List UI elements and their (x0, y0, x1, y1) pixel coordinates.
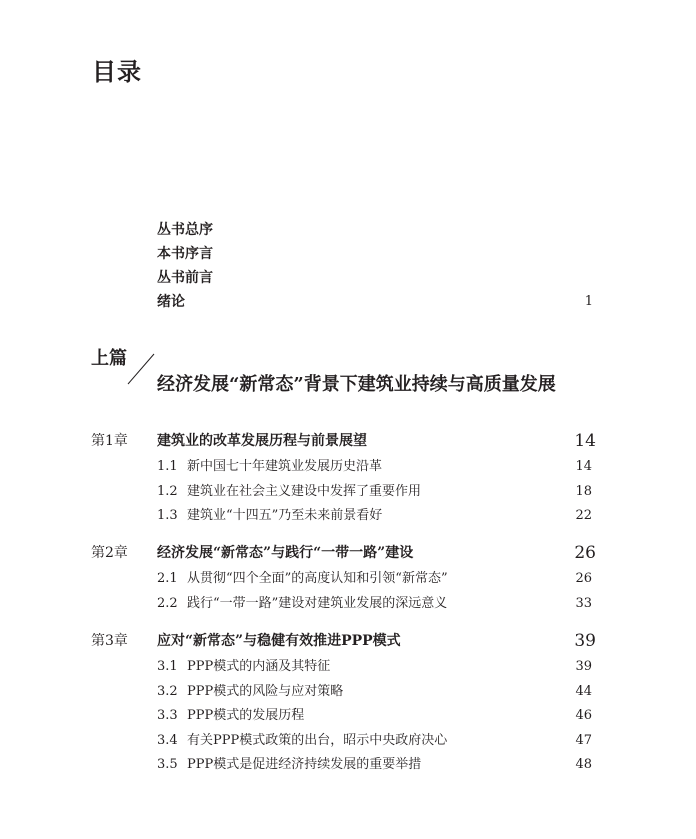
section-page: 39 (575, 659, 592, 674)
section-entry[interactable] (91, 729, 596, 754)
section-number: 2.1 (157, 571, 178, 586)
section-title: PPP模式的内涵及其特征 (187, 659, 331, 674)
chapter-number: 第3章 (91, 633, 128, 649)
section-number: 2.2 (157, 595, 178, 611)
section-entry[interactable] (91, 504, 596, 529)
section-entry[interactable] (91, 567, 596, 592)
section-page: 33 (575, 595, 592, 611)
chapter-number: 第2章 (91, 545, 128, 561)
toc-entry[interactable] (157, 242, 597, 266)
entry-title: 绪论 (157, 294, 185, 310)
page-title: 目录 (92, 57, 142, 86)
chapter-title: 建筑业的改革发展历程与前景展望 (157, 433, 367, 449)
section-number: 1.1 (157, 459, 178, 474)
section-title: 践行“一带一路”建设对建筑业发展的深远意义 (187, 595, 448, 611)
toc-entry[interactable] (157, 290, 597, 314)
part-label: 上篇 (91, 348, 127, 369)
chapter-entry[interactable] (91, 539, 596, 567)
chapter-block (91, 627, 596, 778)
section-title: 建筑业在社会主义建设中发挥了重要作用 (187, 483, 422, 499)
section-entry[interactable] (91, 680, 596, 705)
part-divider-slash (124, 352, 158, 386)
section-page: 48 (575, 757, 592, 772)
section-page: 46 (575, 708, 592, 723)
section-number: 1.2 (157, 483, 178, 499)
chapter-block (91, 427, 596, 529)
section-entry[interactable] (91, 480, 596, 505)
section-entry[interactable] (91, 655, 596, 680)
entry-title: 丛书总序 (157, 222, 213, 238)
section-title: 新中国七十年建筑业发展历史沿革 (187, 459, 383, 474)
section-page: 22 (575, 508, 592, 523)
chapter-title: 应对“新常态”与稳健有效推进PPP模式 (157, 633, 401, 649)
entry-title: 本书序言 (157, 246, 213, 262)
section-page: 14 (575, 459, 592, 474)
chapter-block (91, 539, 596, 616)
section-page: 26 (575, 571, 592, 586)
section-number: 3.4 (157, 732, 178, 748)
toc-entry[interactable] (157, 218, 597, 242)
chapter-entry[interactable] (91, 627, 596, 655)
chapter-page: 26 (574, 543, 596, 563)
section-page: 47 (575, 732, 592, 748)
section-page: 18 (575, 483, 592, 499)
toc-entry[interactable] (157, 266, 597, 290)
section-title: PPP模式的发展历程 (187, 708, 305, 723)
front-matter-list (157, 218, 597, 314)
section-title: 从贯彻“四个全面”的高度认知和引领“新常态” (187, 571, 448, 586)
section-entry[interactable] (91, 704, 596, 729)
section-entry[interactable] (91, 455, 596, 480)
chapter-entry[interactable] (91, 427, 596, 455)
chapter-page: 39 (574, 631, 596, 651)
chapter-page: 14 (574, 431, 596, 451)
entry-page: 1 (584, 294, 593, 309)
section-title: PPP模式的风险与应对策略 (187, 683, 344, 699)
section-number: 3.5 (157, 757, 178, 772)
section-title: 建筑业“十四五”乃至未来前景看好 (187, 508, 383, 523)
chapter-number: 第1章 (91, 433, 128, 449)
part-title: 经济发展“新常态”背景下建筑业持续与高质量发展 (157, 374, 556, 395)
section-title: PPP模式是促进经济持续发展的重要举措 (187, 757, 422, 772)
section-title: 有关PPP模式政策的出台，昭示中央政府决心 (187, 732, 448, 748)
section-number: 3.1 (157, 659, 178, 674)
section-number: 3.2 (157, 683, 178, 699)
section-number: 3.3 (157, 708, 178, 723)
section-entry[interactable] (91, 753, 596, 778)
section-entry[interactable] (91, 592, 596, 617)
entry-title: 丛书前言 (157, 270, 213, 286)
section-number: 1.3 (157, 508, 178, 523)
chapter-title: 经济发展“新常态”与践行“一带一路”建设 (157, 545, 414, 561)
section-page: 44 (575, 683, 592, 699)
